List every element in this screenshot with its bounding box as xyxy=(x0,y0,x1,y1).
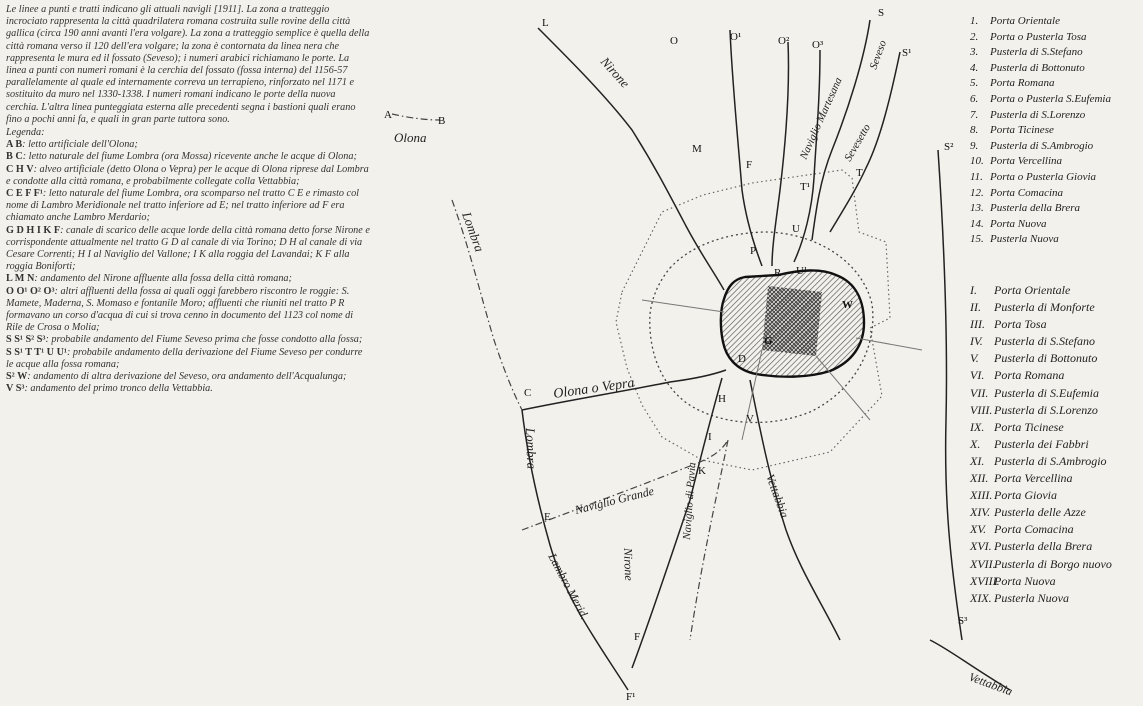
gate-name: Porta Romana xyxy=(990,77,1055,90)
canal-o2 xyxy=(772,42,789,266)
legend-key: C E F F¹ xyxy=(6,188,43,200)
street-2 xyxy=(856,338,922,350)
gate-number: 5. xyxy=(970,77,979,90)
gate-number: XVII. xyxy=(970,556,996,571)
letter-F1: F¹ xyxy=(626,691,636,703)
letter-A: A xyxy=(384,109,392,121)
gate-row xyxy=(970,521,1112,538)
gate-row xyxy=(970,504,1112,521)
olona-arm xyxy=(392,114,440,120)
gate-number: 13. xyxy=(970,202,984,215)
letter-S3: S³ xyxy=(958,615,968,627)
legend-text: : altri affluenti della fossa ai quali oggi farebbero riscontro le roggie: S. Mamete, Maderna, S. Momaso e fontanile Moro; affluenti che riuniti nel tratto P R formavano un corso d'acqua di cui si trova cenno in documento del 1123 col nome di Rile de Crosa o Molia; xyxy=(6,285,354,334)
gate-row xyxy=(970,61,1111,77)
gate-name: Porta Vercellina xyxy=(994,471,1073,486)
legend-item xyxy=(6,151,370,163)
letter-O2: O² xyxy=(778,35,790,47)
gate-name: Porta Comacina xyxy=(990,186,1064,199)
gate-name: Porta Giovia xyxy=(994,488,1057,503)
gate-row xyxy=(970,201,1111,217)
legend-text: : probabile andamento della derivazione del Fiume Seveso per condurre le acque alla fossa romana; xyxy=(6,346,363,370)
letter-U: U xyxy=(792,223,800,235)
legend-item xyxy=(6,225,370,274)
legend-item xyxy=(6,164,370,188)
legend-text: : andamento del Nirone affluente alla fossa della città romana; xyxy=(34,273,292,285)
gate-row xyxy=(970,282,1112,299)
legend-item xyxy=(6,139,370,151)
gate-row xyxy=(970,538,1112,555)
gate-name: Pusterla di S.Stefano xyxy=(990,46,1083,59)
gate-number: XVI. xyxy=(970,539,992,554)
seveso-lower xyxy=(938,150,962,640)
gate-name: Porta Romana xyxy=(994,368,1065,383)
gate-number: VIII. xyxy=(970,402,993,417)
gate-row xyxy=(970,299,1112,316)
legend-key: L M N xyxy=(6,273,35,285)
gate-number: IX. xyxy=(970,419,985,434)
gate-row xyxy=(970,470,1112,487)
gate-row xyxy=(970,419,1112,436)
gate-row xyxy=(970,573,1112,590)
gate-row xyxy=(970,170,1111,186)
letter-F-bottom: F xyxy=(634,631,641,643)
gate-number: X. xyxy=(970,436,981,451)
label-lombra-left: Lombra xyxy=(523,427,540,470)
gate-name: Pusterla di S.Ambrogio xyxy=(994,453,1107,468)
gate-name: Porta Nuova xyxy=(994,573,1056,588)
gate-number: IV. xyxy=(970,334,983,349)
gate-name: Porta Nuova xyxy=(990,217,1047,230)
gate-number: 3. xyxy=(970,46,979,59)
gate-name: Porta Ticinese xyxy=(990,124,1054,137)
legend-text: : letto naturale del fiume Lombra, ora scomparso nel tratto C E e rimasto col nome di Lambro Meridionale nel tratto inferiore ad E; nel tratto inferiore ad F era chiamato anche Lambro Merdario; xyxy=(6,188,360,224)
letter-S1: S¹ xyxy=(902,47,912,59)
gate-number: XII. xyxy=(970,471,989,486)
letter-R: R xyxy=(774,267,782,279)
legend-item xyxy=(6,188,370,225)
gate-number: XIX. xyxy=(970,590,992,605)
legend-key: G D H I K F xyxy=(6,224,61,236)
gate-row xyxy=(970,556,1112,573)
gate-row xyxy=(970,76,1111,92)
gate-number: II. xyxy=(970,300,981,315)
gate-row xyxy=(970,154,1111,170)
gate-number: VII. xyxy=(970,385,989,400)
legend-key: V S³ xyxy=(6,383,25,395)
roman-gate-list xyxy=(970,282,1112,607)
gate-number: XV. xyxy=(970,522,987,537)
gate-row xyxy=(970,402,1112,419)
legend-key: O O¹ O² O³ xyxy=(6,285,55,297)
naviglio-grande-canal xyxy=(522,440,728,530)
gate-row xyxy=(970,92,1111,108)
gate-name: Porta o Pusterla S.Eufemia xyxy=(990,92,1111,105)
label-lombra-top: Lombra xyxy=(459,209,488,254)
label-olona-vepra: Olona o Vepra xyxy=(552,375,636,402)
legend-text: : letto naturale del fiume Lombra (ora Mossa) ricevente anche le acque di Olona; xyxy=(22,151,357,163)
gate-row xyxy=(970,139,1111,155)
gate-number: XIV. xyxy=(970,505,991,520)
label-lambro-merid: Lambro Merid. xyxy=(545,550,592,622)
letter-P: P xyxy=(750,245,757,257)
gate-name: Pusterla della Brera xyxy=(990,202,1081,215)
legend-item xyxy=(6,273,370,285)
nirone-bottom xyxy=(632,378,722,668)
gate-row xyxy=(970,217,1111,233)
gate-row xyxy=(970,186,1111,202)
gate-name: Pusterla di Monforte xyxy=(994,300,1095,315)
gate-row xyxy=(970,30,1111,46)
gate-name: Pusterla delle Azze xyxy=(994,505,1086,520)
legend-item xyxy=(6,371,370,383)
gate-number: 2. xyxy=(970,30,979,43)
gate-row xyxy=(970,123,1111,139)
gate-name: Pusterla di S.Lorenzo xyxy=(994,402,1098,417)
gate-number: III. xyxy=(970,317,985,332)
gate-name: Pusterla della Brera xyxy=(994,539,1093,554)
gate-name: Porta Orientale xyxy=(990,15,1060,27)
gate-name: Pusterla Nuova xyxy=(994,590,1069,605)
gate-row xyxy=(970,590,1112,607)
legend-key: S² W xyxy=(6,371,28,383)
label-nirone: Nirone xyxy=(597,53,633,91)
legend-key: A B xyxy=(6,139,23,151)
gate-row xyxy=(970,453,1112,470)
legend-items xyxy=(6,139,370,395)
gate-row xyxy=(970,436,1112,453)
letter-L: L xyxy=(542,17,549,29)
label-seveso: Seveso xyxy=(867,38,890,72)
gate-name: Porta o Pusterla Tosa xyxy=(990,30,1087,43)
gate-number: V. xyxy=(970,351,979,366)
letter-V: V xyxy=(746,413,754,425)
legend-key: B C xyxy=(6,151,23,163)
letter-U1: U¹ xyxy=(796,265,808,277)
legend-text: : alveo artificiale (detto Olona o Vepra) per le acque di Olona riprese dal Lombra e condotte alla città romana, e probabilmente collegate colla Vettabbia; xyxy=(6,163,369,187)
letter-H: H xyxy=(718,393,726,405)
label-naviglio-martesana: Naviglio Martesana xyxy=(797,75,845,162)
gate-number: XI. xyxy=(970,453,985,468)
legend-item xyxy=(6,347,370,371)
gate-name: Porta Comacina xyxy=(994,522,1074,537)
intro-text: Le linee a punti e tratti indicano gli attuali navigli [1911]. La zona a tratteggio incrociato rappresenta la città quadrilatera romana costruita sulle rovine della città gallica (circa 190 anni avanti l'era volgare). La zona a tratteggio semplice è quella della città romana verso il 120 dell'era volgare; la zona è contornata da linea nera che rappresenta le mura ed il fossato (Seveso); i numeri arabici richiamano le porte. La linea a punti con numeri romani è la cerchia del fossato (fossa interna) del 1156-57 parallelamente al quale ed internamente correva un terrapieno, rinforzato nel 1171 e sostituito da muro nel 1330-1338. I numeri romani indicano le porte della nuova cerchia. L'altra linea punteggiata esterna alle precedenti segna i bastioni quali erano fino a pochi anni fa, e quali in gran parte tuttora sono. xyxy=(6,4,370,125)
nirone-river xyxy=(538,28,724,290)
gate-name: Pusterla di S.Lorenzo xyxy=(990,108,1086,121)
gate-name: Pusterla di Bottonuto xyxy=(990,61,1085,74)
letter-W: W xyxy=(842,299,853,311)
gate-name: Porta o Pusterla Giovia xyxy=(990,170,1097,183)
gate-number: 7. xyxy=(970,108,979,121)
gate-number: 8. xyxy=(970,124,979,137)
gate-row xyxy=(970,14,1111,30)
legend-text: : letto artificiale dell'Olona; xyxy=(22,139,138,151)
arabic-gate-list xyxy=(970,14,1111,248)
letter-K: K xyxy=(698,465,706,477)
letter-O3: O³ xyxy=(812,39,824,51)
gate-number: XVIII. xyxy=(970,573,1000,588)
letter-I: I xyxy=(708,431,712,443)
street-1 xyxy=(642,300,724,312)
label-olona: Olona xyxy=(394,130,427,145)
gate-number: 4. xyxy=(970,61,979,74)
label-naviglio-grande: Naviglio Grande xyxy=(573,483,656,517)
vettabbia-mid xyxy=(750,380,840,640)
gate-number: VI. xyxy=(970,368,985,383)
gate-name: Pusterla dei Fabbri xyxy=(994,436,1089,451)
gate-number: 1. xyxy=(970,15,979,27)
gate-name: Porta Ticinese xyxy=(994,419,1064,434)
gate-name: Pusterla di S.Ambrogio xyxy=(990,139,1094,152)
gate-name: Pusterla di Borgo nuovo xyxy=(994,556,1112,571)
gate-number: 12. xyxy=(970,186,984,199)
gate-name: Pusterla di S.Eufemia xyxy=(994,385,1099,400)
gate-row xyxy=(970,316,1112,333)
gate-row xyxy=(970,385,1112,402)
legend-key: C H V xyxy=(6,163,34,175)
gate-row xyxy=(970,45,1111,61)
legend-item xyxy=(6,334,370,346)
letter-T1: T¹ xyxy=(800,181,811,193)
gate-name: Pusterla di Bottonuto xyxy=(994,351,1098,366)
legend-item xyxy=(6,286,370,335)
legend-text: : canale di scarico delle acque lorde della città romana detto forse Nirone e corrispondente attualmente nel tratto G D al canale di via Torino; D H al canale di via Cesare Correnti; H I al Naviglio del Vallone; I K alla roggia del Lavandai; K F alla roggia Boniforti; xyxy=(6,224,370,273)
letter-M: M xyxy=(692,143,702,155)
label-sevesetto: Sevesetto xyxy=(842,122,874,164)
gate-number: 11. xyxy=(970,170,983,183)
letter-C: C xyxy=(524,387,532,399)
letter-S2: S² xyxy=(944,141,954,153)
gate-number: 6. xyxy=(970,92,979,105)
legend-text: : andamento del primo tronco della Vettabbia. xyxy=(24,383,213,395)
legend-text: : andamento di altra derivazione del Seveso, ora andamento dell'Acqualunga; xyxy=(27,371,347,383)
legend-panel xyxy=(6,4,370,702)
label-naviglio-pavia: Naviglio di Pavia xyxy=(681,461,699,541)
gate-number: 10. xyxy=(970,155,984,168)
gate-number: 15. xyxy=(970,233,984,246)
canal-o1 xyxy=(730,30,762,266)
letter-G: G xyxy=(764,335,773,347)
gate-row xyxy=(970,487,1112,504)
gate-number: 14. xyxy=(970,217,984,230)
legend-heading: Legenda: xyxy=(6,127,45,139)
legend-item xyxy=(6,383,370,395)
gate-name: Porta Orientale xyxy=(994,283,1071,297)
gate-name: Pusterla Nuova xyxy=(990,233,1059,246)
street-3 xyxy=(816,356,870,420)
gate-row xyxy=(970,333,1112,350)
lombra-dashed xyxy=(452,200,522,410)
gate-row xyxy=(970,232,1111,248)
legend-key: S S¹ S² S³ xyxy=(6,334,46,346)
letter-T: T xyxy=(856,167,863,179)
legend-key: S S¹ T T¹ U U¹ xyxy=(6,346,67,358)
letter-B: B xyxy=(438,115,446,127)
gate-name: Pusterla di S.Stefano xyxy=(994,334,1095,349)
label-vettabbia-bottom: Vettabbia xyxy=(966,669,1015,699)
gate-row xyxy=(970,367,1112,384)
legend-text: : probabile andamento del Fiume Seveso prima che fosse condotto alla fossa; xyxy=(45,334,363,346)
letter-O: O xyxy=(670,35,678,47)
gate-number: I. xyxy=(970,283,977,297)
gate-row xyxy=(970,350,1112,367)
label-vettabbia-mid: Vettabbia xyxy=(763,472,792,520)
letter-O1: O¹ xyxy=(730,31,742,43)
gate-row xyxy=(970,108,1111,124)
letter-S: S xyxy=(878,7,885,19)
label-nirone-bottom: Nirone xyxy=(621,547,637,581)
letter-D: D xyxy=(738,353,746,365)
gate-number: 9. xyxy=(970,139,979,152)
letter-F-top: F xyxy=(746,159,753,171)
gate-name: Porta Tosa xyxy=(994,317,1047,332)
gate-name: Porta Vercellina xyxy=(990,155,1062,168)
letter-E: E xyxy=(544,511,551,523)
gate-number: XIII. xyxy=(970,488,993,503)
